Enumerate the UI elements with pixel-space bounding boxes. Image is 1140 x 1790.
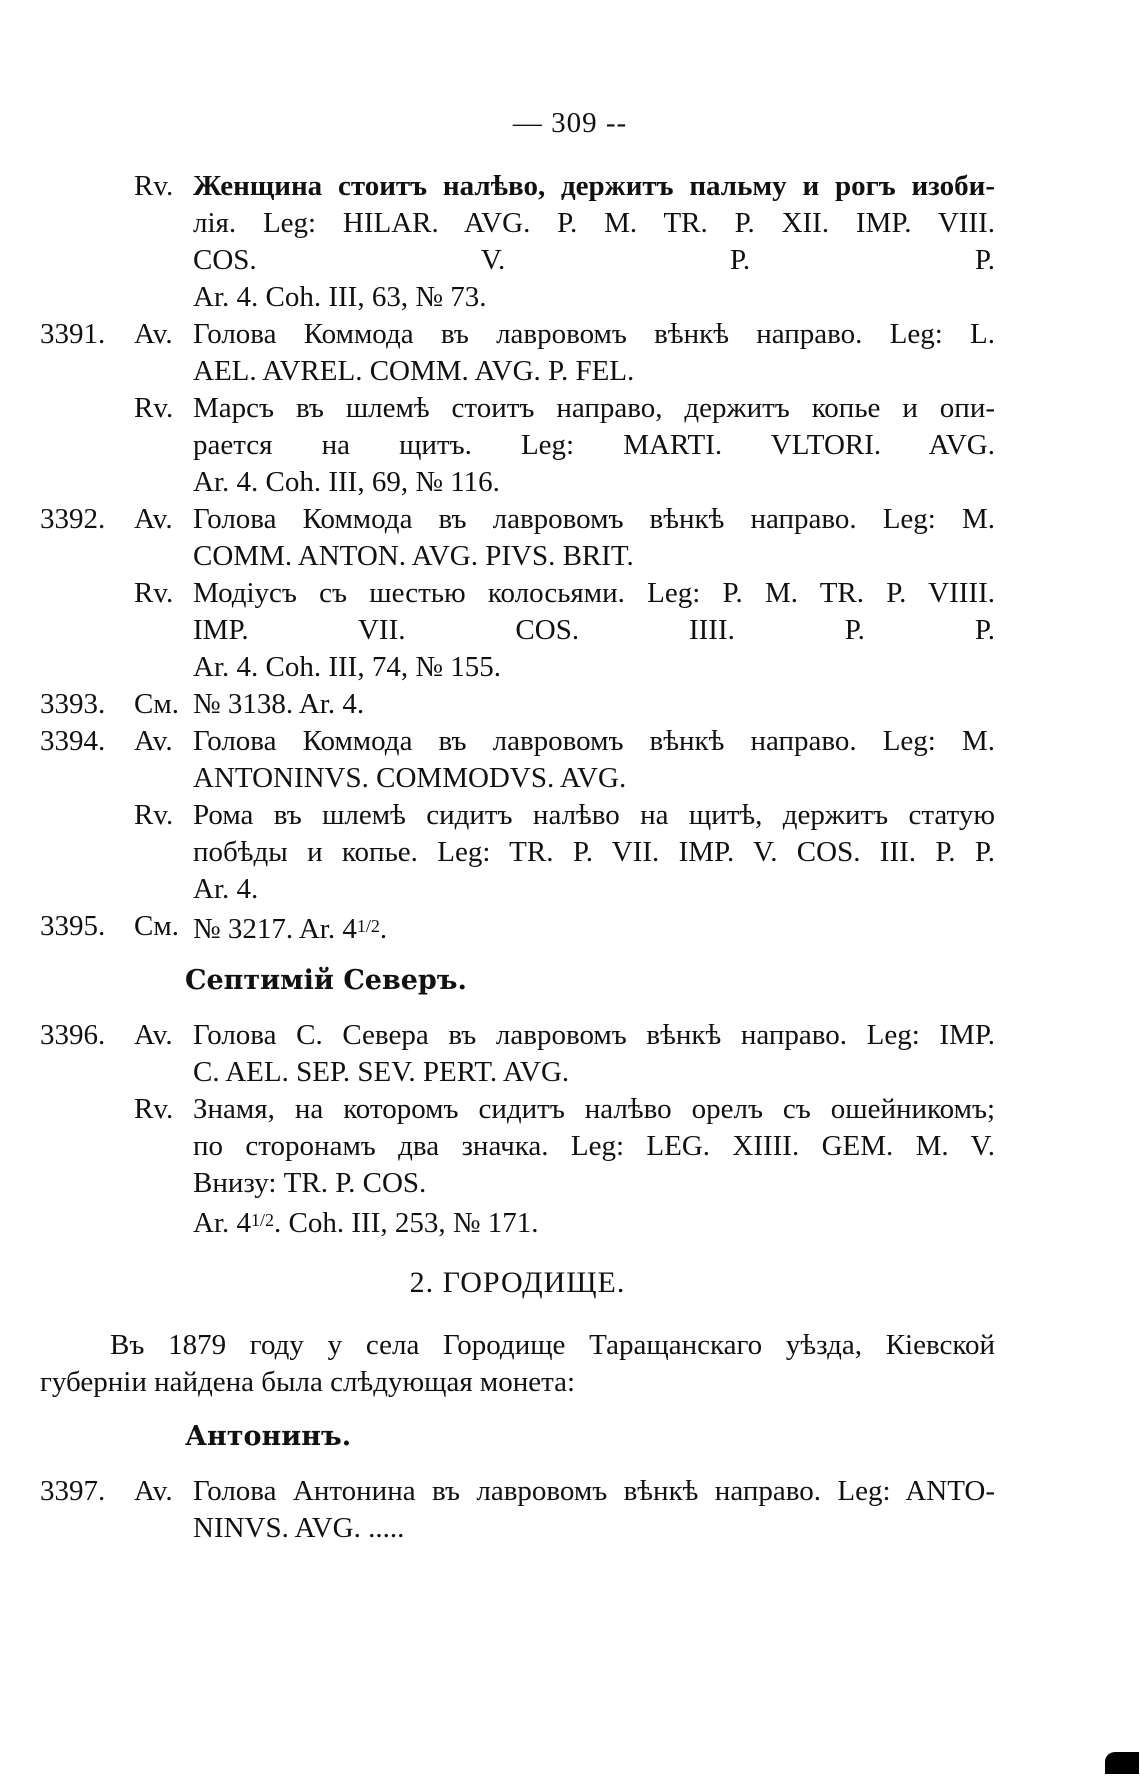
entry-line (40, 464, 995, 501)
entry-label: Av. (134, 318, 173, 350)
section-title-gorodishche: 2. ГОРОДИЩЕ. (409, 1266, 626, 1299)
coin-list-antoninus (40, 1473, 995, 1547)
entry-text: NINVS. AVG. ..... (193, 1512, 405, 1544)
entry-text: C. AEL. SEP. SEV. PERT. AVG. (193, 1056, 570, 1088)
entry-line (40, 242, 995, 279)
entry-label: Av. (134, 1019, 173, 1051)
entry-line (40, 427, 995, 464)
page-number: — 309 -- (512, 107, 628, 139)
entry-text: ANTONINVS. COMMODVS. AVG. (193, 762, 627, 794)
entry-text: лія. Leg: HILAR. AVG. P. M. TR. P. XII. IMP. VIII. (193, 207, 995, 239)
entry-text: Голова Коммода въ лавровомъ вѣнкѣ направо. Leg: M. (193, 503, 995, 535)
entry-line (40, 612, 995, 649)
entry-number: 3391. (40, 318, 106, 350)
entry-text: AEL. AVREL. COMM. AVG. P. FEL. (193, 355, 635, 387)
coin-list-severus (40, 1017, 995, 1202)
entry-text: Ar. 4. Coh. III, 69, № 116. (193, 466, 500, 498)
entry-line (40, 723, 995, 760)
entry-text: Ar. $4^{1/2}$. Coh. III, 253, № 171. (193, 1207, 539, 1239)
entry-label: Rv. (134, 799, 174, 831)
entry-line (40, 538, 995, 575)
entry-text: Голова С. Севера въ лавровомъ вѣнкѣ направо. Leg: IMP. (193, 1019, 995, 1051)
entry-text: Ar. 4. Coh. III, 63, № 73. (193, 281, 487, 313)
entry-line (40, 1202, 995, 1239)
entry-label: Av. (134, 725, 173, 757)
entry-label: Rv. (134, 1093, 174, 1125)
entry-label: См. (134, 688, 179, 720)
entry-line (40, 649, 995, 686)
entry-label: Rv. (134, 170, 174, 202)
entry-text: Внизу: TR. P. COS. (193, 1167, 427, 1199)
entry-label: См. (134, 910, 179, 942)
entry-text: Знамя, на которомъ сидитъ налѣво орелъ съ ошейникомъ; (193, 1093, 995, 1125)
entry-line (40, 353, 995, 390)
entry-label: Av. (134, 503, 173, 535)
entry-number: 3395. (40, 910, 106, 942)
entry-number: 3394. (40, 725, 106, 757)
entry-number: 3392. (40, 503, 106, 535)
fraction: 1/2 (356, 916, 380, 936)
entry-text: № 3217. Ar. $4^{1/2}$. (193, 913, 388, 945)
entry-label: Rv. (134, 577, 174, 609)
entry-text: Модіусъ съ шестью колосьями. Leg: P. M. TR. P. VIIII. (193, 577, 995, 609)
entry-text: рается на щитъ. Leg: MARTI. VLTORI. AVG. (193, 429, 995, 461)
coin-list-commodus (40, 168, 995, 945)
entry-line (40, 316, 995, 353)
entry-line (40, 1017, 995, 1054)
entry-line (40, 797, 995, 834)
entry-line (40, 501, 995, 538)
entry-text: Марсъ въ шлемѣ стоитъ направо, держитъ копье и опи- (193, 392, 995, 424)
entry-line (40, 575, 995, 612)
entry-line (40, 1473, 995, 1510)
entry-line (40, 908, 995, 945)
entry-text: Голова Коммода въ лавровомъ вѣнкѣ направо. Leg: L. (193, 318, 995, 350)
entry-line (40, 279, 995, 316)
entry-number: 3393. (40, 688, 106, 720)
entry-text: побѣды и копье. Leg: TR. P. VII. IMP. V. COS. III. P. P. (193, 836, 995, 868)
entry-text: Голова Антонина въ лавровомъ вѣнкѣ направо. Leg: ANTO- (193, 1475, 995, 1507)
entry-text: Ar. 4. Coh. III, 74, № 155. (193, 651, 501, 683)
entry-line (40, 1054, 995, 1091)
entry-line (40, 686, 995, 723)
entry-line (40, 1510, 995, 1547)
entry-line (40, 760, 995, 797)
entry-text: Ar. 4. (193, 873, 259, 905)
entry-line (40, 834, 995, 871)
paragraph-line-1: Въ 1879 году у села Городище Таращанскаго уѣзда, Кіевской (110, 1329, 995, 1361)
entry-text: по сторонамъ два значка. Leg: LEG. XIIII. GEM. M. V. (193, 1130, 995, 1162)
entry-line (40, 1091, 995, 1128)
entry-line (40, 390, 995, 427)
entry-text: № 3138. Ar. 4. (193, 688, 365, 720)
entry-number: 3397. (40, 1475, 106, 1507)
entry-text: COMM. ANTON. AVG. PIVS. BRIT. (193, 540, 634, 572)
entry-line (40, 168, 995, 205)
entry-number: 3396. (40, 1019, 106, 1051)
section-heading-severus: Септимій Северъ. (185, 965, 467, 996)
entry-line (40, 871, 995, 908)
entries-block (40, 168, 995, 1547)
entry-label: Av. (134, 1475, 173, 1507)
entry-text: Женщина стоитъ налѣво, держитъ пальму и рогъ изоби- (193, 170, 995, 202)
entry-text: IMP. VII. COS. IIII. P. P. (193, 614, 995, 646)
entry-text: COS. V. P. P. (193, 244, 995, 276)
entry-label: Rv. (134, 392, 174, 424)
entry-line (40, 205, 995, 242)
entry-text: Рома въ шлемѣ сидитъ налѣво на щитѣ, держитъ статую (193, 799, 995, 831)
ink-blot-icon (1105, 1752, 1139, 1774)
paragraph-line-2: губерніи найдена была слѣдующая монета: (40, 1366, 576, 1398)
entry-line (40, 1165, 995, 1202)
entry-line (40, 1128, 995, 1165)
section-heading-antoninus: Антонинъ. (185, 1421, 352, 1452)
entry-text: Голова Коммода въ лавровомъ вѣнкѣ направо. Leg: M. (193, 725, 995, 757)
